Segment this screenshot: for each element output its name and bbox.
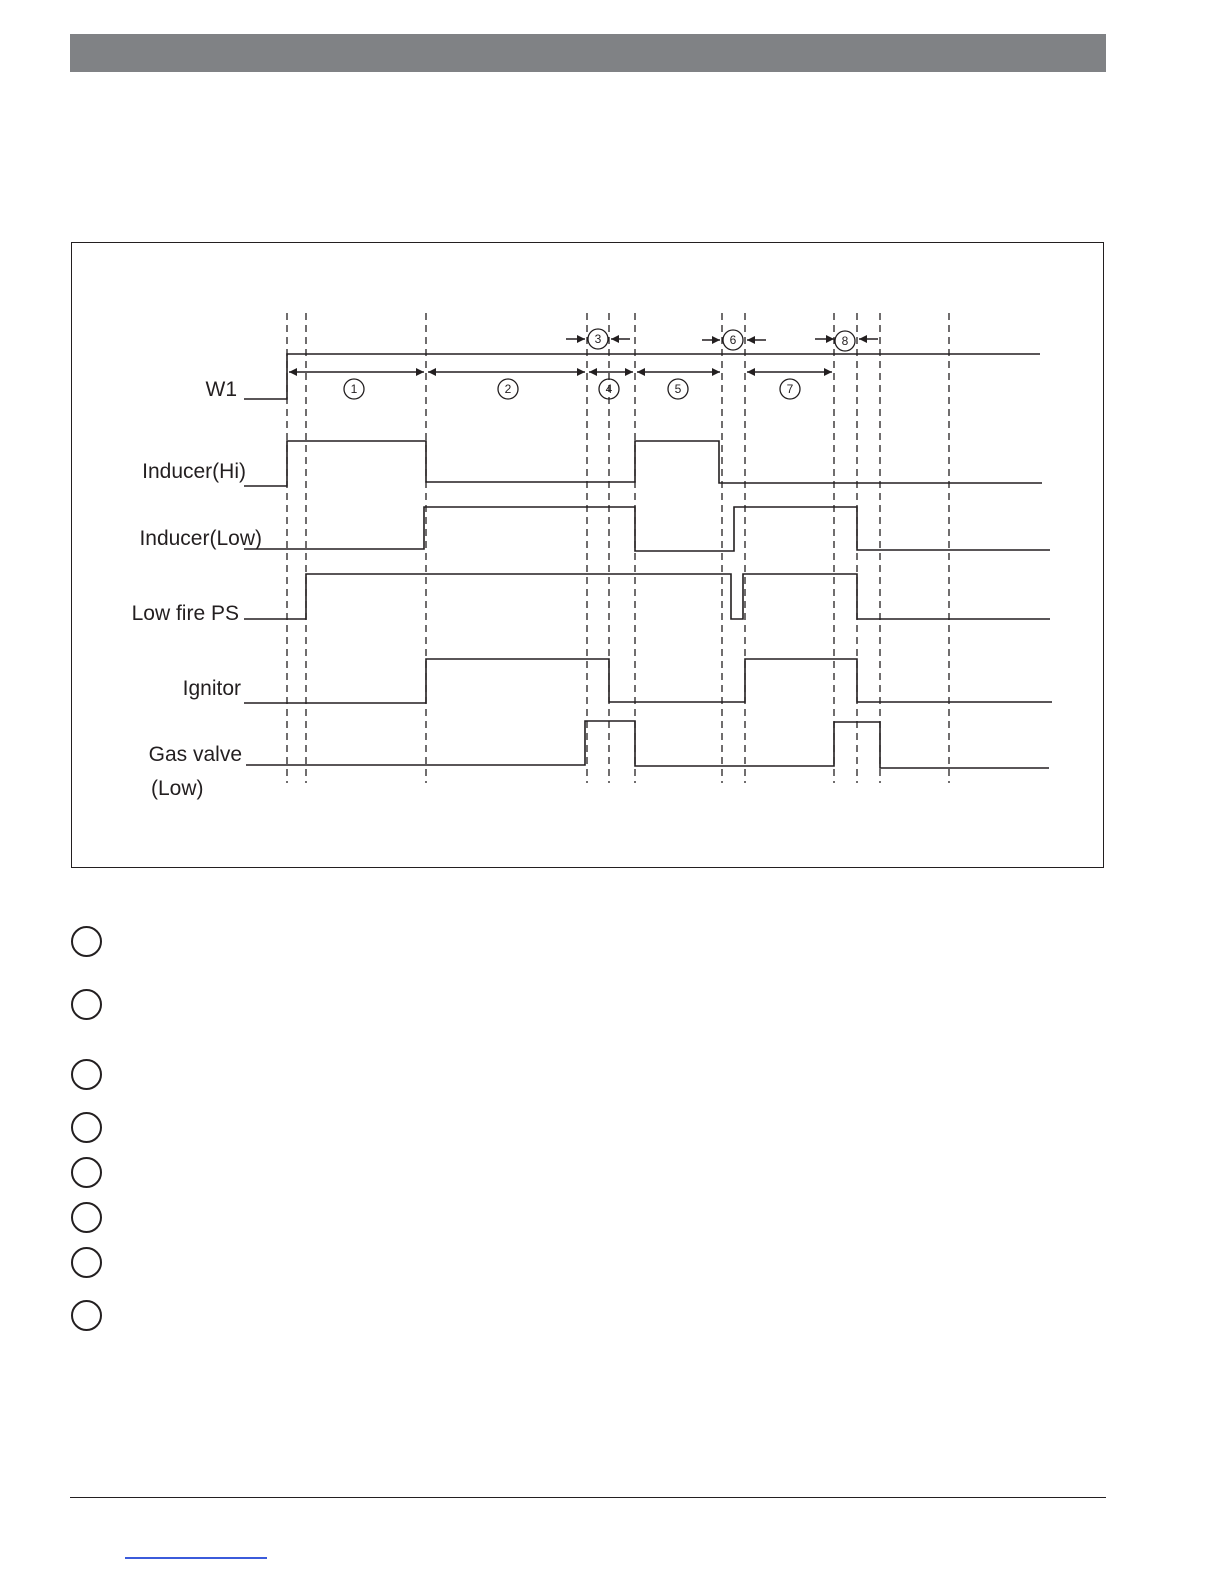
interval-number-1: 1 xyxy=(350,382,358,396)
header-bar xyxy=(70,34,1106,72)
arrow-heads xyxy=(289,335,867,376)
arrow-head xyxy=(416,368,424,376)
arrow-head xyxy=(428,368,436,376)
arrow-head xyxy=(289,368,297,376)
waveform-gas-valve xyxy=(246,721,1049,768)
legend-marker-6 xyxy=(71,1202,102,1233)
legend-marker-4 xyxy=(71,1112,102,1143)
arrow-head xyxy=(712,336,720,344)
interval-number-5: 5 xyxy=(674,382,682,396)
arrow-head xyxy=(611,335,619,343)
waveform-inducer-hi xyxy=(244,441,1042,486)
arrow-head xyxy=(577,368,585,376)
signal-labels xyxy=(132,378,262,766)
legend-marker-1 xyxy=(71,926,102,957)
interval-number-6: 6 xyxy=(729,333,737,347)
timing-diagram xyxy=(72,243,1105,869)
signal-label-gas-valve: Gas valve xyxy=(148,743,242,766)
arrow-head xyxy=(577,335,585,343)
legend-marker-8 xyxy=(71,1300,102,1331)
timing-diagram-figure xyxy=(71,242,1104,868)
arrow-head xyxy=(826,335,834,343)
footer-link[interactable] xyxy=(125,1557,267,1559)
interval-number-7: 7 xyxy=(786,382,794,396)
waveform-inducer-low xyxy=(244,507,1050,551)
interval-arrows xyxy=(289,339,878,372)
arrow-head xyxy=(712,368,720,376)
interval-number-2: 2 xyxy=(504,382,512,396)
interval-number-8: 8 xyxy=(841,334,849,348)
arrow-head xyxy=(747,368,755,376)
arrow-head xyxy=(859,335,867,343)
waveform-low-fire-ps xyxy=(244,574,1050,619)
waveforms xyxy=(244,354,1052,768)
arrow-head xyxy=(637,368,645,376)
interval-number-3: 3 xyxy=(594,332,602,346)
legend-marker-3 xyxy=(71,1059,102,1090)
legend-marker-5 xyxy=(71,1157,102,1188)
signal-label-ignitor: Ignitor xyxy=(182,677,241,700)
signal-label-gas-valve-low: (Low) xyxy=(151,777,204,800)
interval-number-4: 4 xyxy=(605,382,613,396)
arrow-head xyxy=(589,368,597,376)
signal-label-inducer-hi: Inducer(Hi) xyxy=(142,460,246,483)
signal-label-low-fire-ps: Low fire PS xyxy=(131,602,239,625)
arrow-head xyxy=(747,336,755,344)
arrow-head xyxy=(824,368,832,376)
signal-label-w1: W1 xyxy=(205,378,237,401)
footer-rule xyxy=(70,1497,1106,1498)
legend-marker-7 xyxy=(71,1247,102,1278)
arrow-head xyxy=(625,368,633,376)
legend-marker-2 xyxy=(71,989,102,1020)
signal-label-inducer-low: Inducer(Low) xyxy=(139,527,262,550)
waveform-ignitor xyxy=(244,659,1052,703)
